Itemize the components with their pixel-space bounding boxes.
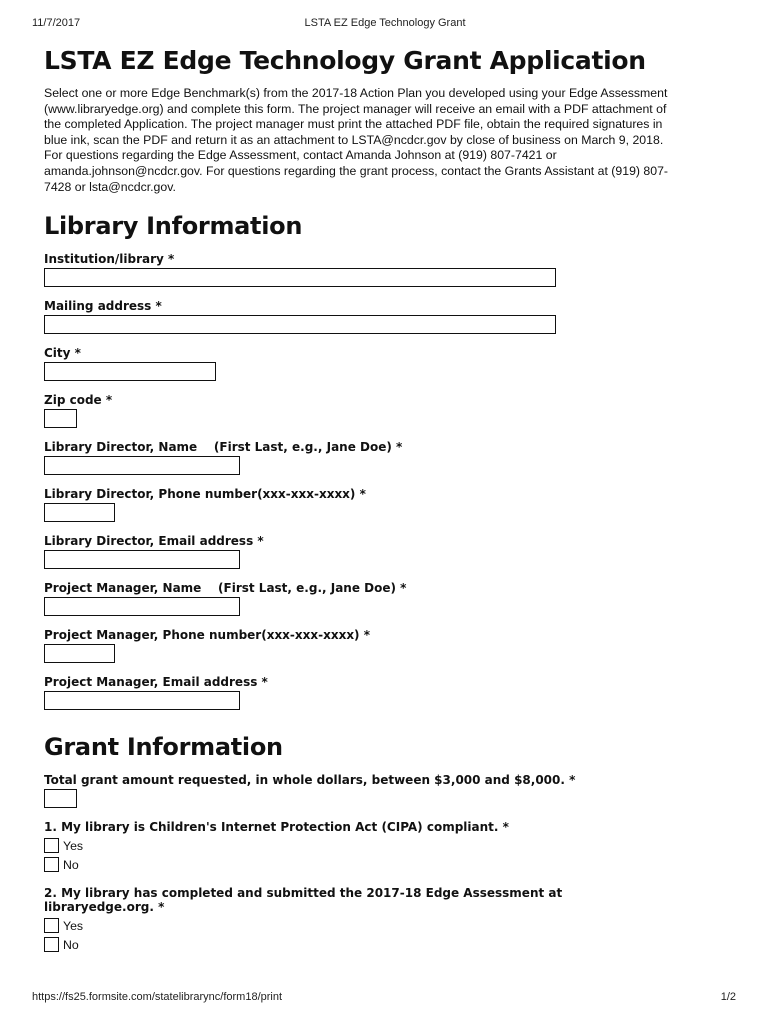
institution-label: Institution/library * [44, 252, 175, 267]
project-manager-phone-label: Project Manager, Phone number(xxx-xxx-xxxx) * [44, 628, 370, 643]
cipa-yes-checkbox[interactable] [44, 838, 59, 853]
director-phone-label: Library Director, Phone number(xxx-xxx-xxxx) * [44, 487, 366, 502]
cipa-no-label: No [63, 857, 79, 872]
edge-yes-label: Yes [63, 918, 84, 933]
mailing-address-input[interactable] [44, 315, 556, 334]
pm-phone-field-group [44, 628, 674, 663]
library-information-heading: Library Information [44, 212, 303, 241]
mailing-address-label: Mailing address * [44, 299, 162, 314]
director-name-input[interactable] [44, 456, 240, 475]
project-manager-email-label: Project Manager, Email address * [44, 675, 268, 690]
print-date: 11/7/2017 [32, 17, 81, 29]
edge-no-label: No [63, 937, 79, 952]
project-manager-email-input[interactable] [44, 691, 240, 710]
edge-no-checkbox[interactable] [44, 937, 59, 952]
print-footer-url: https://fs25.formsite.com/statelibrarync/form18/print [32, 991, 283, 1003]
cipa-question-group [44, 820, 674, 874]
edge-yes-checkbox[interactable] [44, 918, 59, 933]
grant-amount-label: Total grant amount requested, in whole dollars, between $3,000 and $8,000. * [44, 773, 576, 788]
print-header-title: LSTA EZ Edge Technology Grant [304, 17, 466, 29]
mailing-field-group [44, 299, 674, 334]
cipa-yes-label: Yes [63, 838, 84, 853]
pm-name-field-group [44, 581, 674, 616]
edge-assessment-question-label: 2. My library has completed and submitted the 2017-18 Edge Assessment at libraryedge.org. * [44, 886, 563, 915]
institution-field-group [44, 252, 674, 287]
intro-text: Select one or more Edge Benchmark(s) from the 2017-18 Action Plan you developed using your Edge Assessment (www.libraryedge.org) and complete this form. The project manager will receive an email with a PDF attachment of the completed Application. The project manager must print the attached PDF file, obtain the required signatures in blue ink, scan the PDF and return it as an attachment to LSTA@ncdcr.gov by close of business on March 9, 2018. For questions regarding the Edge Assessment, contact Amanda Johnson at (919) 807-7421 or amanda.johnson@ncdcr.gov. For questions regarding the grant process, contact the Grants Assistant at (919) 807-7428 or lsta@ncdcr.gov. [44, 86, 669, 194]
zip-code-label: Zip code * [44, 393, 113, 408]
zip-field-group [44, 393, 674, 428]
project-manager-phone-input[interactable] [44, 644, 115, 663]
director-phone-field-group [44, 487, 674, 522]
project-manager-name-input[interactable] [44, 597, 240, 616]
edge-option-yes[interactable] [44, 916, 674, 935]
project-manager-name-label: Project Manager, Name (First Last, e.g., Jane Doe) * [44, 581, 407, 596]
institution-input[interactable] [44, 268, 556, 287]
page-title: LSTA EZ Edge Technology Grant Application [44, 46, 646, 75]
city-input[interactable] [44, 362, 216, 381]
director-phone-input[interactable] [44, 503, 115, 522]
zip-code-input[interactable] [44, 409, 77, 428]
director-name-label: Library Director, Name (First Last, e.g., Jane Doe) * [44, 440, 403, 455]
grant-amount-input[interactable] [44, 789, 77, 808]
edge-option-no[interactable] [44, 935, 674, 954]
city-field-group [44, 346, 674, 381]
city-label: City * [44, 346, 81, 361]
director-email-input[interactable] [44, 550, 240, 569]
director-email-field-group [44, 534, 674, 569]
cipa-option-no[interactable] [44, 855, 674, 874]
director-name-field-group [44, 440, 674, 475]
edge-assessment-question-group [44, 886, 674, 954]
director-email-label: Library Director, Email address * [44, 534, 264, 549]
pm-email-field-group [44, 675, 674, 710]
grant-information-heading: Grant Information [44, 733, 283, 762]
grant-amount-field-group [44, 773, 674, 808]
cipa-question-label: 1. My library is Children's Internet Protection Act (CIPA) compliant. * [44, 820, 509, 835]
cipa-no-checkbox[interactable] [44, 857, 59, 872]
cipa-option-yes[interactable] [44, 836, 674, 855]
page-number: 1/2 [720, 991, 736, 1003]
form-content [44, 46, 674, 954]
